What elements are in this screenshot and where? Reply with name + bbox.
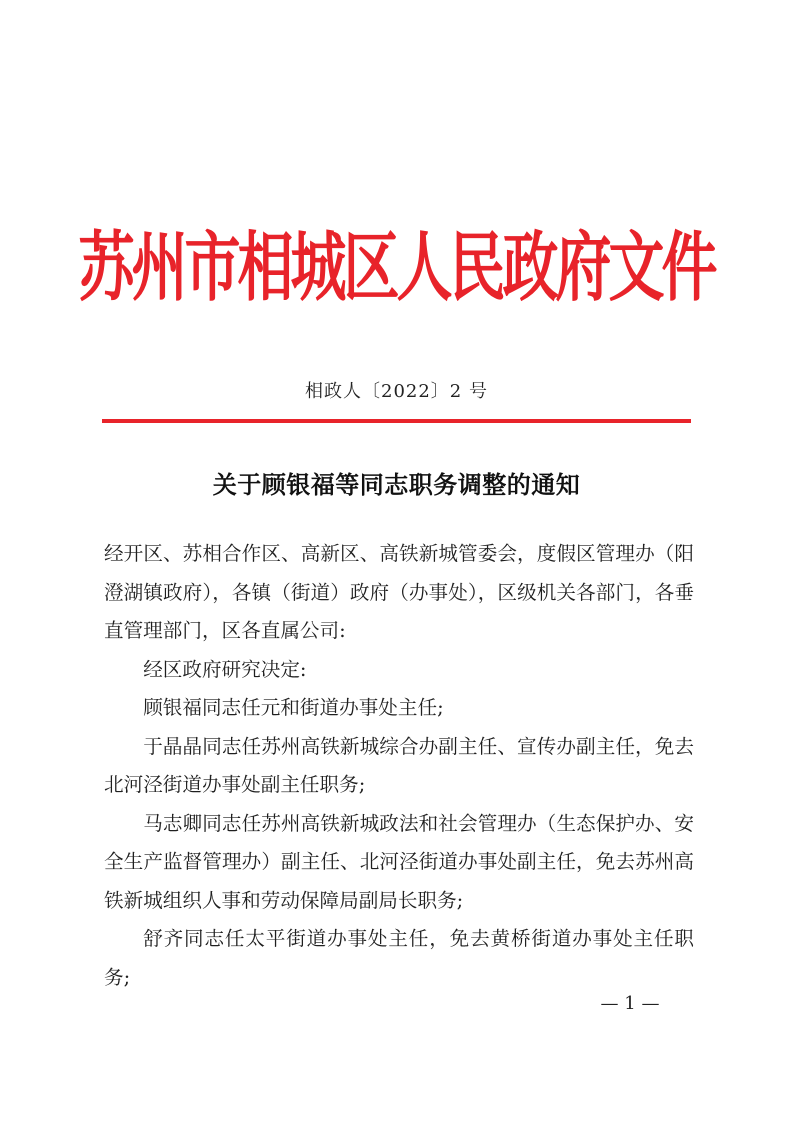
red-divider-line — [102, 419, 691, 423]
addressee-paragraph: 经开区、苏相合作区、高新区、高铁新城管委会，度假区管理办（阳澄湖镇政府），各镇（街道）政府（办事处），区级机关各部门，各垂直管理部门，区各直属公司: — [104, 542, 694, 642]
document-number: 相政人〔2022〕2 号 — [305, 381, 488, 402]
body-paragraph-5: 舒齐同志任太平街道办事处主任，免去黄桥街道办事处主任职务; — [104, 927, 694, 989]
masthead-text: 苏州市相城区人民政府文件 — [78, 223, 715, 313]
body-paragraph-3: 于晶晶同志任苏州高铁新城综合办副主任、宣传办副主任，免去北河泾街道办事处副主任职务; — [104, 734, 694, 796]
page-number: — 1 — — [600, 993, 660, 1014]
body-paragraph-4: 马志卿同志任苏州高铁新城政法和社会管理办（生态保护办、安全生产监督管理办）副主任、北河泾街道办事处副主任，免去苏州高铁新城组织人事和劳动保障局副局长职务; — [104, 811, 694, 912]
body-paragraph-1: 经区政府研究决定: — [143, 657, 307, 681]
masthead-title — [0, 218, 793, 318]
document-title: 关于顾银福等同志职务调整的通知 — [212, 470, 581, 499]
body-paragraph-2: 顾银福同志任元和街道办事处主任; — [143, 696, 444, 719]
document-body — [104, 535, 694, 997]
